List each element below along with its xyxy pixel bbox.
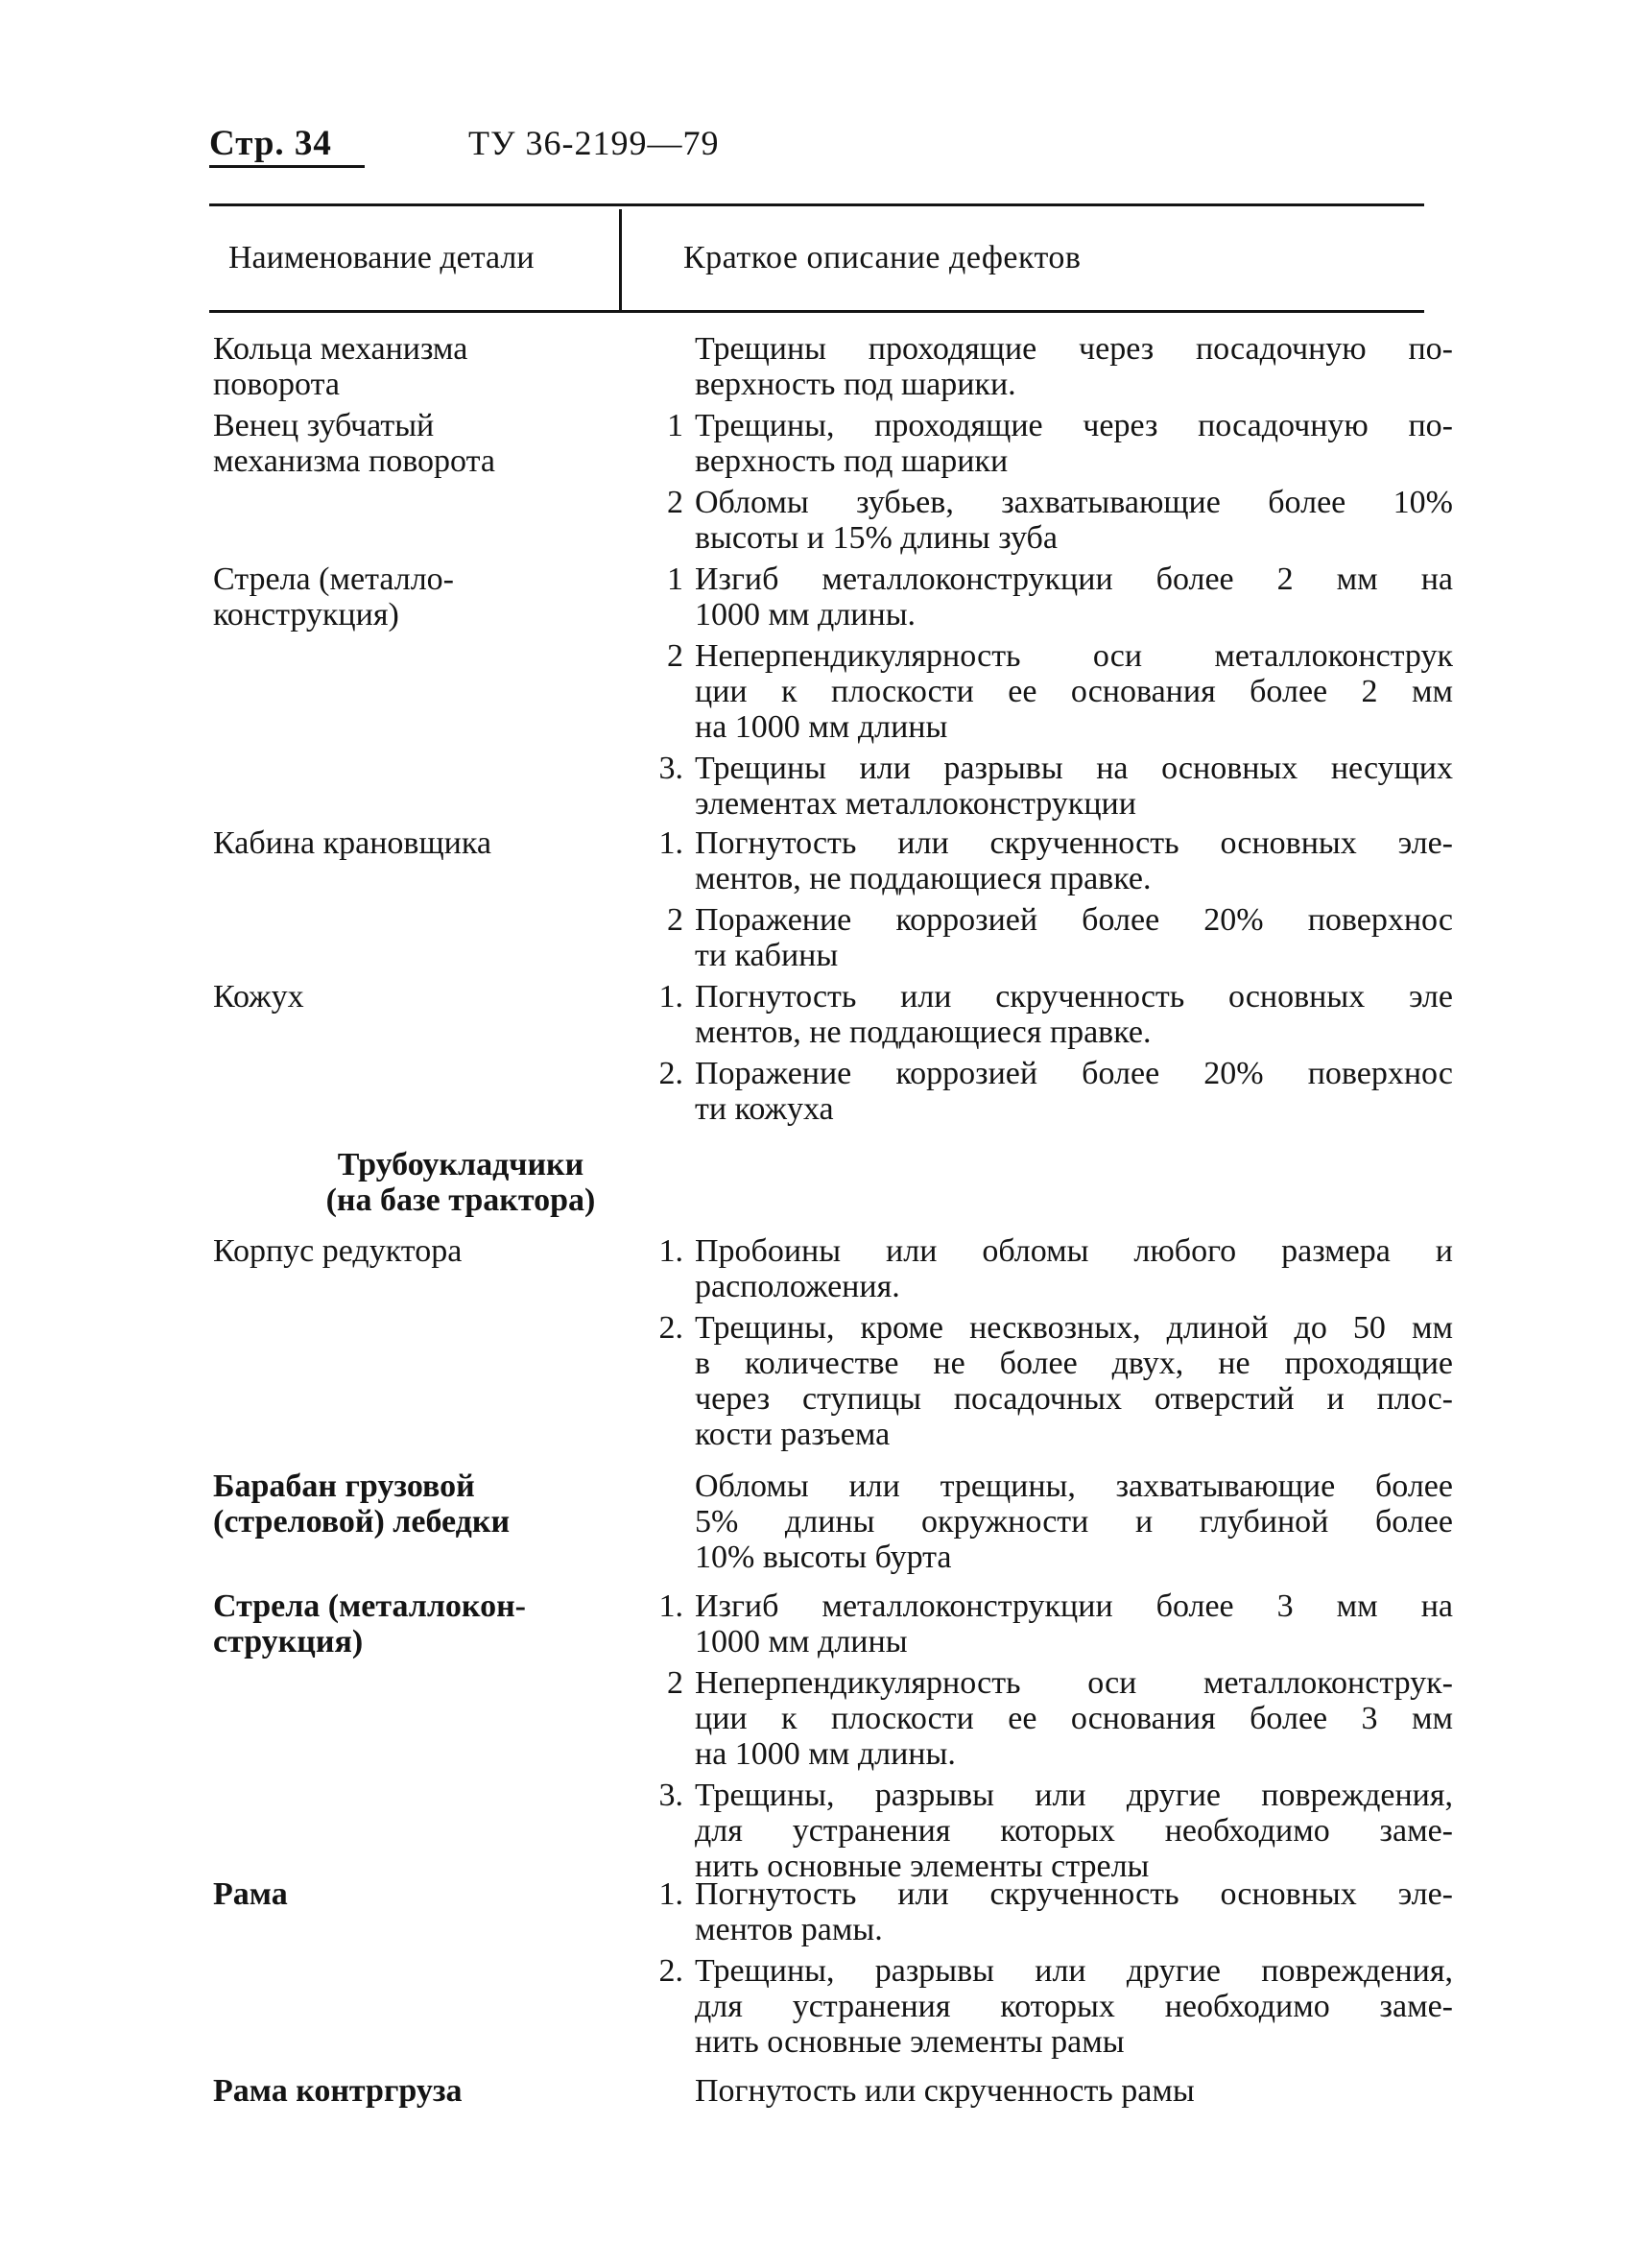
defect-text-line: Трещины, разрывы или другие повреждения, — [695, 1953, 1453, 1989]
defect-list — [624, 561, 1453, 827]
defect-number: 1 — [667, 561, 683, 597]
defect-text-line: ментов, не поддающиеся правке. — [695, 1015, 1152, 1050]
defect-text-line: расположения. — [695, 1269, 900, 1304]
defect-text-line: Трещины проходящие через посадочную по- — [695, 331, 1453, 367]
defect-number: 2. — [658, 1953, 683, 1989]
section-title — [288, 1147, 633, 1218]
defect-list — [624, 1233, 1453, 1458]
defect-description — [683, 751, 1453, 822]
part-name — [213, 1876, 597, 1912]
defect-text-line: 5% длины окружности и глубиной более — [695, 1504, 1453, 1540]
defect-text-line: ти кожуха — [695, 1091, 834, 1127]
defect-description — [683, 638, 1453, 745]
defect-text-line: на 1000 мм длины — [695, 709, 948, 745]
defect-description — [683, 331, 1453, 402]
part-name-line: механизма поворота — [213, 443, 495, 479]
part-name — [213, 561, 597, 633]
defect-text-line: на 1000 мм длины. — [695, 1736, 956, 1772]
defect-text-line: для устранения которых необходимо заме- — [695, 1989, 1453, 2024]
part-name — [213, 1588, 597, 1659]
part-name-line: конструкция) — [213, 597, 399, 633]
defect-text-line: Изгиб металлоконструкции более 2 мм на — [695, 561, 1453, 597]
defect-text-line: Неперпендикулярность оси металлоконструк — [695, 638, 1453, 674]
defect-text-line: Погнутость или скрученность основных эле — [695, 979, 1453, 1015]
part-name — [213, 2073, 597, 2109]
defect-description — [683, 1468, 1453, 1575]
defect-item — [624, 1468, 1453, 1575]
part-name-line: поворота — [213, 367, 340, 402]
defect-number: 2. — [658, 1310, 683, 1346]
defect-item — [624, 408, 1453, 479]
part-name-line: Кожух — [213, 979, 304, 1015]
part-name — [213, 979, 597, 1015]
defect-list — [624, 1588, 1453, 1890]
defect-description — [683, 1233, 1453, 1304]
defect-item — [624, 902, 1453, 973]
defect-list — [624, 408, 1453, 561]
defect-number: 1 — [667, 408, 683, 443]
part-name-line: Барабан грузовой — [213, 1468, 475, 1504]
defect-text-line: через ступицы посадочных отверстий и плос- — [695, 1381, 1453, 1417]
defect-text-line: 10% высоты бурта — [695, 1540, 952, 1575]
column-header-part-name: Наименование детали — [228, 240, 535, 275]
page-number: Стр. 34 — [209, 124, 332, 163]
part-name — [213, 1468, 597, 1540]
defect-item — [624, 1876, 1453, 1947]
defect-text-line: Поражение коррозией более 20% поверхнос — [695, 1056, 1453, 1091]
defect-text-line: 1000 мм длины — [695, 1624, 908, 1659]
part-name-line: Рама — [213, 1876, 288, 1912]
defect-number: 2 — [667, 485, 683, 520]
defect-description — [683, 408, 1453, 479]
defect-text-line: Поражение коррозией более 20% поверхнос — [695, 902, 1453, 938]
defect-list — [624, 1876, 1453, 2065]
defect-description — [683, 1310, 1453, 1452]
defect-item — [624, 331, 1453, 402]
defect-item — [624, 825, 1453, 896]
defect-number: 3. — [658, 751, 683, 786]
defect-text-line: Трещины или разрывы на основных несущих — [695, 751, 1453, 786]
defect-number: 2 — [667, 902, 683, 938]
defect-number: 1. — [658, 1876, 683, 1912]
section-title-line: (на базе трактора) — [325, 1182, 596, 1218]
defect-text-line: верхность под шарики. — [695, 367, 1016, 402]
defect-text-line: Трещины, разрывы или другие повреждения, — [695, 1778, 1453, 1813]
part-name — [213, 825, 597, 861]
defect-description — [683, 1665, 1453, 1772]
defect-text-line: Пробоины или обломы любого размера и — [695, 1233, 1453, 1269]
defect-description — [683, 1876, 1453, 1947]
defect-number: 2. — [658, 1056, 683, 1091]
defect-text-line: Неперпендикулярность оси металлоконструк- — [695, 1665, 1453, 1701]
defect-item — [624, 1665, 1453, 1772]
part-name — [213, 331, 597, 402]
defect-text-line: Обломы зубьев, захватывающие более 10% — [695, 485, 1453, 520]
defect-number: 1. — [658, 1588, 683, 1624]
defect-item — [624, 2073, 1449, 2109]
defect-text-line: 1000 мм длины. — [695, 597, 917, 633]
defect-text-line: Обломы или трещины, захватывающие более — [695, 1468, 1453, 1504]
defect-item — [624, 1233, 1453, 1304]
defect-list — [624, 979, 1453, 1133]
defect-text-line: ти кабины — [695, 938, 839, 973]
defect-item — [624, 751, 1453, 822]
defect-number: 1. — [658, 825, 683, 861]
defect-item — [624, 1588, 1453, 1659]
defect-text-line: Трещины, кроме несквозных, длиной до 50 мм — [695, 1310, 1453, 1346]
defect-list — [624, 1468, 1453, 1581]
defect-description — [683, 561, 1453, 633]
defect-description — [683, 979, 1453, 1050]
defect-number: 2 — [667, 638, 683, 674]
defect-text-line: Изгиб металлоконструкции более 3 мм на — [695, 1588, 1453, 1624]
defect-item — [624, 979, 1453, 1050]
defect-text-line: Погнутость или скрученность основных эле- — [695, 1876, 1453, 1912]
part-name-line: (стреловой) лебедки — [213, 1504, 511, 1540]
defect-description — [683, 902, 1453, 973]
part-name-line: Венец зубчатый — [213, 408, 435, 443]
defect-list — [624, 2073, 1449, 2114]
defect-description — [683, 825, 1453, 896]
defect-number: 1. — [658, 1233, 683, 1269]
defect-text-line: высоты и 15% длины зуба — [695, 520, 1058, 556]
part-name-line: Стрела (металлокон- — [213, 1588, 526, 1624]
defect-text-line: элементах металлоконструкции — [695, 786, 1136, 822]
defect-text-line: ментов рамы. — [695, 1912, 883, 1947]
defect-text-line: Трещины, проходящие через посадочную по- — [695, 408, 1453, 443]
part-name — [213, 408, 597, 479]
defect-text-line: нить основные элементы стрелы — [695, 1849, 1150, 1884]
defect-description — [683, 2073, 1453, 2109]
part-name-line: Стрела (металло- — [213, 561, 454, 597]
defect-item — [624, 1056, 1453, 1127]
section-title-line: Трубоукладчики — [337, 1147, 584, 1182]
defect-item — [624, 485, 1453, 556]
defect-item — [624, 1953, 1453, 2060]
defect-number: 3. — [658, 1778, 683, 1813]
defect-list — [624, 825, 1453, 979]
defect-description — [683, 1778, 1453, 1884]
defect-text-line: для устранения которых необходимо заме- — [695, 1813, 1453, 1849]
defect-text-line: Погнутость или скрученность рамы — [695, 2073, 1195, 2109]
part-name-line: Корпус редуктора — [213, 1233, 463, 1269]
defect-item — [624, 1310, 1453, 1452]
defect-text-line: в количестве не более двух, не проходящие — [695, 1346, 1453, 1381]
column-header-defects: Краткое описание дефектов — [683, 240, 1082, 275]
part-name-line: Кабина крановщика — [213, 825, 491, 861]
defect-text-line: ции к плоскости ее основания более 2 мм — [695, 674, 1453, 709]
defect-list — [624, 331, 1453, 408]
part-name-line: Кольца механизма — [213, 331, 468, 367]
defect-number: 1. — [658, 979, 683, 1015]
defect-description — [683, 1953, 1453, 2060]
defect-item — [624, 638, 1453, 745]
document-code: ТУ 36-2199—79 — [468, 124, 720, 162]
part-name — [213, 1233, 597, 1269]
defect-text-line: ментов, не поддающиеся правке. — [695, 861, 1152, 896]
defect-description — [683, 1588, 1453, 1659]
part-name-line: Рама контргруза — [213, 2073, 463, 2109]
defect-number: 2 — [667, 1665, 683, 1701]
defect-item — [624, 1778, 1453, 1884]
defect-text-line: нить основные элементы рамы — [695, 2024, 1125, 2060]
defect-description — [683, 485, 1453, 556]
defect-description — [683, 1056, 1453, 1127]
defect-text-line: Погнутость или скрученность основных эле- — [695, 825, 1453, 861]
defect-text-line: кости разъема — [695, 1417, 891, 1452]
defect-text-line: ции к плоскости ее основания более 3 мм — [695, 1701, 1453, 1736]
part-name-line: струкция) — [213, 1624, 364, 1659]
defect-text-line: верхность под шарики — [695, 443, 1009, 479]
defect-item — [624, 561, 1453, 633]
